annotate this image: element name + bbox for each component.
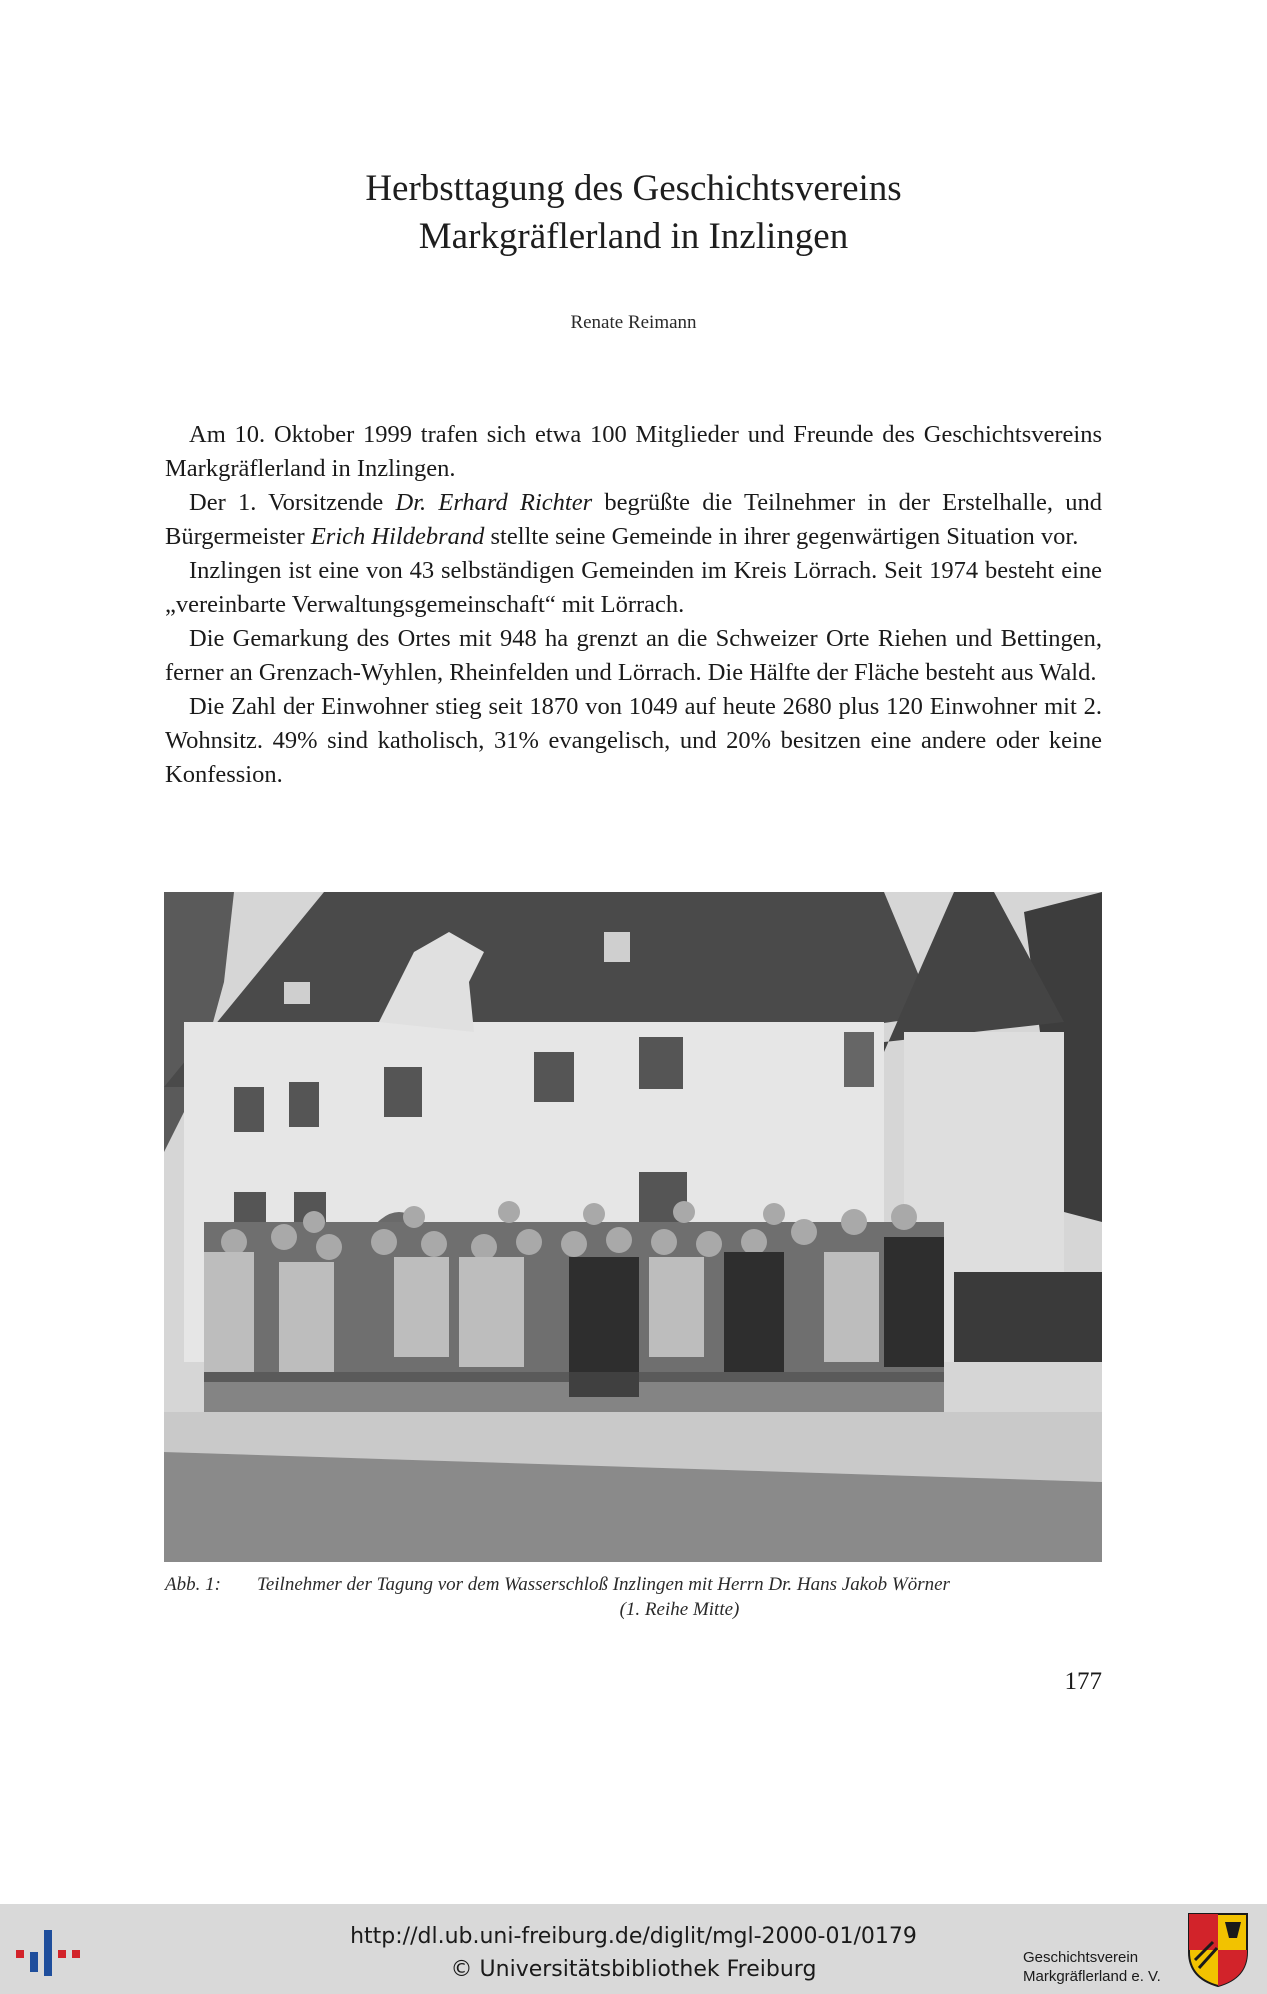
footer-copyright: © Universitätsbibliothek Freiburg [450,1957,817,1982]
group-photo-illustration [164,892,1102,1562]
footer-url-link[interactable]: http://dl.ub.uni-freiburg.de/diglit/mgl-2000-01/0179 [350,1924,917,1949]
figure-caption [165,1572,1102,1622]
paragraph-5: Die Zahl der Einwohner stieg seit 1870 von 1049 auf heute 2680 plus 120 Einwohner mit 2. Wohnsitz. 49% sind katholisch, 31% evangelisch, und 20% besitzen eine andere oder keine Konfession. [165,693,1102,788]
paragraph-4: Die Gemarkung des Ortes mit 948 ha grenzt an die Schweizer Orte Riehen und Bettingen, ferner an Grenzach-Wyhlen, Rheinfelden und Lörrach. Die Hälfte der Fläche besteht aus Wald. [165,625,1102,686]
footer-org-line-2: Markgräflerland e. V. [1023,1968,1161,1985]
group-photo [164,892,1102,1562]
footer-bar [0,1904,1267,1994]
paragraph-1: Am 10. Oktober 1999 trafen sich etwa 100 Mitglieder und Freunde des Geschichtsvereins Markgräflerland in Inzlingen. [165,421,1102,482]
paragraph-2-part-b: begrüßte die Teilnehmer in der Erstelhalle, und Bürgermeister [165,489,1102,550]
article-body [165,418,1102,792]
person-name-hildebrand: Erich Hildebrand [310,523,485,550]
paragraph-2-part-c: stellte seine Gemeinde in ihrer gegenwärtigen Situation vor. [484,523,1079,550]
article-title-line-1: Herbsttagung des Geschichtsvereins [365,168,902,209]
footer-organization [1023,1948,1183,1986]
article-title-line-2: Markgräflerland in Inzlingen [418,216,849,257]
coat-of-arms-icon [1187,1912,1249,1988]
article-title [0,165,1267,261]
footer-org-line-1: Geschichtsverein [1023,1949,1139,1966]
paragraph-2-part-a: Der 1. Vorsitzende [189,489,396,516]
page-number: 177 [1064,1668,1102,1695]
paragraph-2 [165,486,1102,554]
person-name-richter: Dr. Erhard Richter [395,489,593,516]
figure-caption-line-1: Teilnehmer der Tagung vor dem Wasserschloß Inzlingen mit Herrn Dr. Hans Jakob Wörner [257,1574,950,1595]
figure-caption-line-2: (1. Reihe Mitte) [619,1599,740,1620]
paragraph-3: Inzlingen ist eine von 43 selbständigen Gemeinden im Kreis Lörrach. Seit 1974 besteht eine „vereinbarte Verwaltungsgemeinschaft“ mit Lörrach. [165,557,1102,618]
article-author: Renate Reimann [570,312,697,333]
figure-label: Abb. 1: [165,1574,221,1595]
